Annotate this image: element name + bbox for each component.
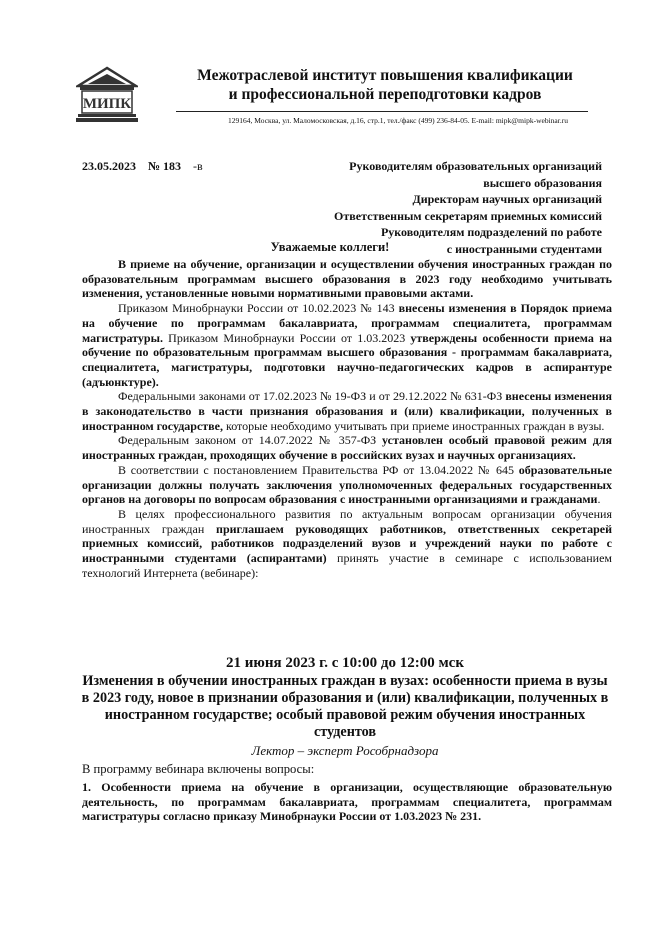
recipient-line: Руководителям подразделений по работе <box>380 225 602 240</box>
letter-number-suffix: -в <box>193 159 203 173</box>
seminar-lecturer: Лектор – эксперт Рособрнадзора <box>251 743 439 758</box>
recipient-line: Директорам научных организаций <box>412 192 602 207</box>
program-item-1: 1. Особенности приема на обучение в организации, осуществляющие образовательную деятельность, по программам бакалавриата, программам специалитета, программам магистратуры согласно приказу Минобрнауки России от 1.03.2023 № 231. <box>82 780 612 824</box>
institute-logo <box>76 66 138 124</box>
paragraph-4: Федеральным законом от 14.07.2022 № 357-ФЗ установлен особый правовой режим для иностранных граждан, проходящих обучение в российских вузах и научных организациях. <box>82 433 612 463</box>
letter-body <box>82 257 612 580</box>
recipient-line: Ответственным секретарям приемных комиссий <box>334 208 602 223</box>
letter-number: № 183 <box>148 159 182 173</box>
logo-text: МИПК <box>82 96 132 112</box>
recipient-line: с иностранными студентами <box>446 241 602 256</box>
paragraph-6: В целях профессионального развития по актуальным вопросам организации обучения иностранных граждан приглашаем руководящих работников, ответственных секретарей приемных комиссий, работников подразделений вузов и учреждений науки по работе с иностранными студентами (аспирантами) принять участие в семинаре с использованием технологий Интернета (вебинаре): <box>82 506 612 580</box>
paragraph-1: В приеме на обучение, организации и осуществлении обучения иностранных граждан по образовательным программам высшего образования в 2023 году необходимо учитывать изменения, установленные новыми нормативными правовыми актами. <box>82 257 612 301</box>
org-name-line1: Межотраслевой институт повышения квалификации <box>197 67 573 84</box>
paragraph-5: В соответствии с постановлением Правительства РФ от 13.04.2022 № 645 образовательные организации должны получать заключения уполномоченных федеральных государственных органов на договоры по вопросам образования с иностранными организациями и гражданами. <box>82 462 612 507</box>
program-intro: В программу вебинара включены вопросы: <box>82 762 315 776</box>
recipient-line: Руководителям образовательных организаций <box>349 159 602 173</box>
header-rule <box>176 111 588 112</box>
letter-date: 23.05.2023 <box>82 159 136 173</box>
org-address: 129164, Москва, ул. Маломосковская, д.16, стр.1, тел./факс (499) 236-84-05. E-mail: mipk@mipk-webinar.ru <box>228 116 568 125</box>
org-name-line2: и профессиональной переподготовки кадров <box>228 86 542 103</box>
seminar-datetime: 21 июня 2023 г. с 10:00 до 12:00 мск <box>226 655 464 671</box>
paragraph-3: Федеральными законами от 17.02.2023 № 19-ФЗ и от 29.12.2022 № 631-ФЗ внесены изменения в законодательство в части признания образования и (или) квалификации, полученных в иностранном государстве, которые необходимо учитывать при приеме иностранных граждан в вузы. <box>82 389 612 433</box>
recipient-line: высшего образования <box>483 175 602 190</box>
seminar-title: Изменения в обучении иностранных граждан в вузах: особенности приема в вузы в 2023 году, новое в признании образования и (или) квалификации, полученных в иностранном государстве; особый правовой режим обучения иностранных студентов <box>81 673 609 740</box>
paragraph-2: Приказом Минобрнауки России от 10.02.2023 № 143 внесены изменения в Порядок приема на обучение по программам бакалавриата, программам специалитета, программам магистратуры. Приказом Минобрнауки России от 1.03.2023 утверждены особенности приема на обучение по образовательным программам высшего образования - программам бакалавриата, специалитета, магистратуры, подготовки научно-педагогических кадров в аспирантуре (адъюнктуре). <box>82 301 612 389</box>
greeting: Уважаемые коллеги! <box>270 240 390 254</box>
